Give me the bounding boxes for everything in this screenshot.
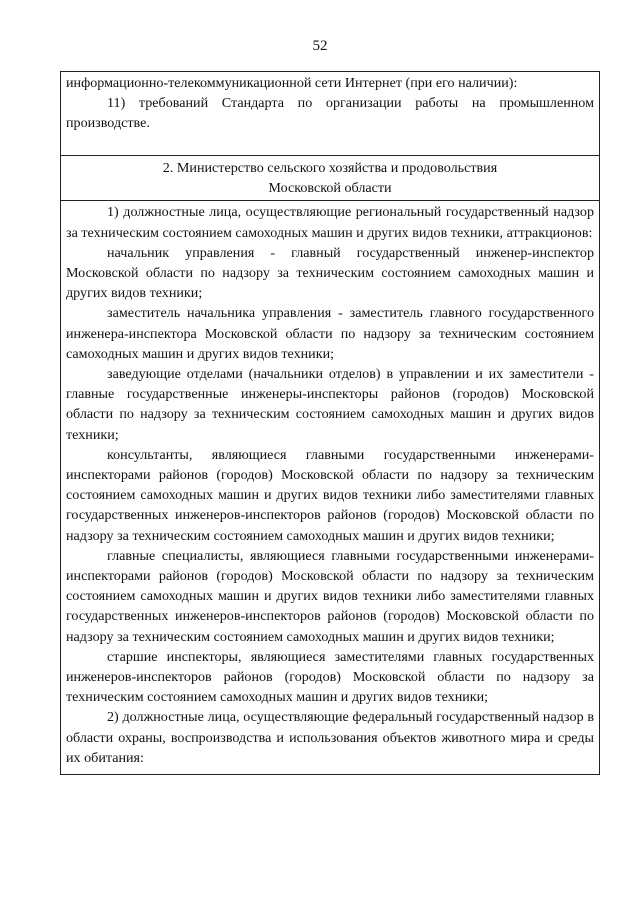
paragraph-chief-specialists: главные специалисты, являющиеся главными государственными инженерами-инспекторами районов (городов) Московской области по надзору за техническим состоянием самоходных машин и других видов техники либо заместителями главных государственных инженеров-инспекторов районов (городов) Московской области по надзору за техническим состоянием самоходных машин и других видов техники; [66,547,594,645]
table-cell-continuation [61,72,599,155]
document-table [60,71,600,775]
continuation-line: информационно-телекоммуникационной сети Интернет (при его наличии): [66,75,518,91]
table-cell-body [61,201,599,774]
section-header [61,155,599,201]
section-title-line2: Московской области [268,180,392,197]
paragraph-deputy-head: заместитель начальника управления - заместитель главного государственного инженера-инспектора Московской области по надзору за техническим состоянием самоходных машин и других видов техники; [66,305,594,362]
paragraph-department-head: начальник управления - главный государственный инженер-инспектор Московской области по надзору за техническим состоянием самоходных машин и других видов техники; [66,244,594,302]
list-item-11: 11) требований Стандарта по организации работы на промышленном производстве. [66,95,594,132]
paragraph-item-1: 1) должностные лица, осуществляющие региональный государственный надзор за техническим состоянием самоходных машин и других видов техники, аттракционов: [66,204,594,241]
section-title-line1: 2. Министерство сельского хозяйства и продовольствия [162,160,498,176]
page-number: 52 [312,38,328,54]
paragraph-item-2: 2) должностные лица, осуществляющие федеральный государственный надзор в области охраны, воспроизводства и использования объектов животного мира и среды их обитания: [66,709,594,766]
paragraph-division-heads: заведующие отделами (начальники отделов) в управлении и их заместители - главные государственные инженеры-инспекторы районов (городов) Московской области по надзору за техническим состоянием самоходных машин и других видов техники; [66,366,594,443]
paragraph-senior-inspectors: старшие инспекторы, являющиеся заместителями главных государственных инженеров-инспекторов районов (городов) Московской области по надзору за техническим состоянием самоходных машин и других видов техники; [66,648,594,706]
paragraph-consultants: консультанты, являющиеся главными государственными инженерами-инспекторами районов (городов) Московской области по надзору за техническим состоянием самоходных машин и других видов техники либо заместителями главных государственных инженеров-инспекторов районов (городов) Московской области по надзору за техническим состоянием самоходных машин и других видов техники; [66,446,594,544]
